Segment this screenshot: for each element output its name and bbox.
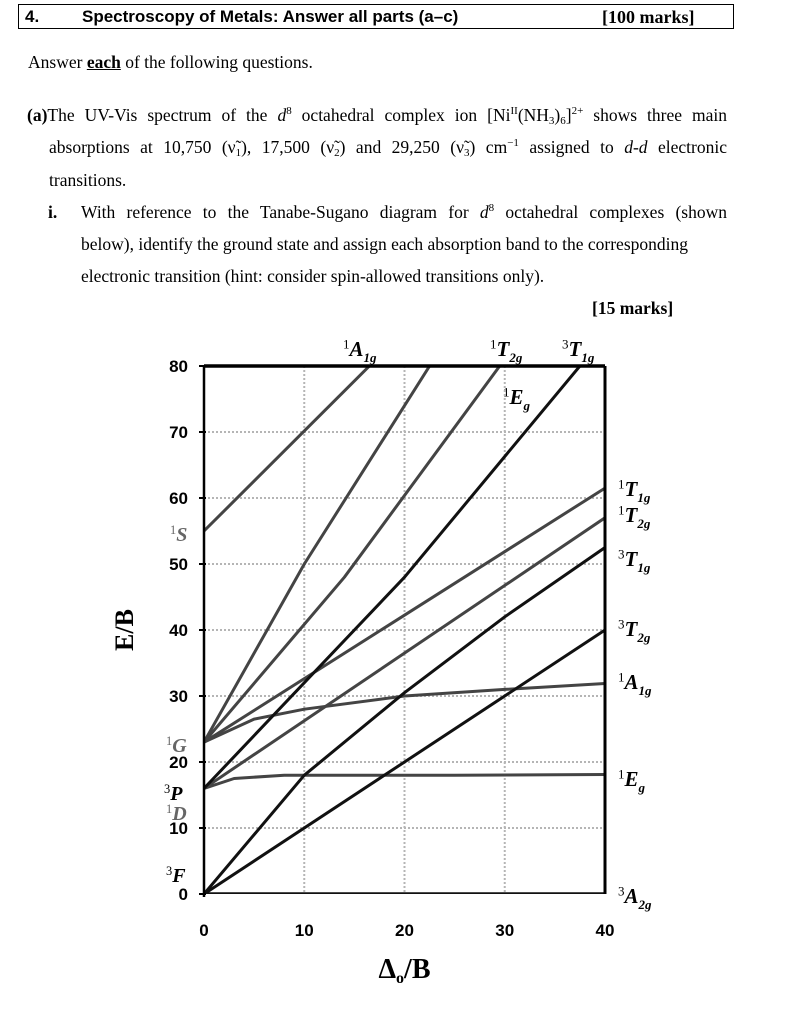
part-a-label: (a) xyxy=(27,105,48,125)
question-number: 4. xyxy=(25,7,40,26)
right-label-3 xyxy=(618,617,651,645)
y-tick-label-60: 60 xyxy=(169,489,188,508)
dd-text: d-d xyxy=(624,137,648,157)
x-axis-label-rest: /B xyxy=(404,954,431,985)
nu2-sub: 2 xyxy=(334,147,340,159)
free-ion-term-3p-mult: 3 xyxy=(164,782,171,796)
inner-label-1eg-mult: 1 xyxy=(503,384,510,400)
right-label-4-mult: 1 xyxy=(618,669,625,685)
x-tick-label-20: 20 xyxy=(395,921,414,940)
question-marks: [100 marks] xyxy=(602,7,695,27)
top-label-1a1g-mult: 1 xyxy=(343,336,350,352)
right-label-3-letter: T xyxy=(624,617,638,641)
right-label-1 xyxy=(618,503,651,531)
y-tick-label-30: 30 xyxy=(169,687,188,706)
right-label-4 xyxy=(618,670,652,698)
top-label-1t2g-letter: T xyxy=(496,337,510,361)
free-ion-term-1g-letter: G xyxy=(172,735,187,757)
part-a-text1: The UV-Vis spectrum of the xyxy=(47,105,278,125)
right-label-3-mult: 3 xyxy=(618,616,625,632)
right-label-4-sub: 1g xyxy=(638,682,652,698)
part-a-text4: ) xyxy=(554,105,561,125)
intro-pre: Answer xyxy=(28,52,87,72)
right-label-2-sub: 1g xyxy=(637,559,651,575)
right-label-6 xyxy=(618,884,652,912)
free-ion-term-3f xyxy=(166,864,186,887)
intro-post: of the following questions. xyxy=(120,52,313,72)
part-a-l2-1: absorptions at 10,750 (ν̃ xyxy=(49,137,236,157)
right-label-3-sub: 2g xyxy=(637,629,651,645)
nu3-sub: 3 xyxy=(464,147,470,159)
free-ion-term-1d-letter: D xyxy=(172,803,187,825)
series-line-1t2gg xyxy=(204,366,430,742)
part-i-line2: below), identify the ground state and assign each absorption band to the corresponding xyxy=(81,234,688,254)
cm-sup: −1 xyxy=(507,137,519,149)
free-ion-term-1s-mult: 1 xyxy=(170,523,177,537)
top-label-3t1g xyxy=(562,337,595,365)
x-tick-label-0: 0 xyxy=(199,921,209,940)
nh3-sub: 3 xyxy=(548,115,555,127)
right-label-5-mult: 1 xyxy=(618,766,625,782)
right-label-0-sub: 1g xyxy=(637,489,651,505)
top-label-3t1g-sub: 1g xyxy=(581,349,595,365)
right-label-0 xyxy=(618,477,651,505)
part-a-l2-2: ), 17,500 (ν̃ xyxy=(241,137,335,157)
right-label-6-letter: A xyxy=(624,884,639,908)
right-label-0-mult: 1 xyxy=(618,476,625,492)
y-tick-label-70: 70 xyxy=(169,423,188,442)
inner-label-1eg xyxy=(503,385,531,413)
top-label-1a1g xyxy=(343,337,377,365)
top-label-3t1g-mult: 3 xyxy=(562,336,569,352)
part-i-text2: octahedral complexes (shown xyxy=(494,202,728,222)
series-line-3t1gp xyxy=(204,366,580,788)
free-ion-term-1g-mult: 1 xyxy=(166,734,173,748)
part-a-text3: (NH xyxy=(517,105,549,125)
y-tick-label-50: 50 xyxy=(169,555,188,574)
y-tick-label-80: 80 xyxy=(169,357,188,376)
x-axis-label xyxy=(378,954,430,987)
right-label-1-letter: T xyxy=(624,503,638,527)
d-symbol: d xyxy=(277,105,287,125)
part-i-d-sup: 8 xyxy=(488,202,495,214)
right-label-6-sub: 2g xyxy=(638,896,652,912)
top-label-1a1g-sub: 1g xyxy=(363,349,377,365)
right-label-6-mult: 3 xyxy=(618,883,625,899)
y-tick-label-10: 10 xyxy=(169,819,188,838)
right-label-2 xyxy=(618,547,651,575)
right-label-4-letter: A xyxy=(624,670,639,694)
right-label-5-letter: E xyxy=(624,767,639,791)
y-tick-label-0: 0 xyxy=(178,885,188,904)
question-title: Spectroscopy of Metals: Answer all parts (a–c) xyxy=(82,7,459,26)
x-tick-label-40: 40 xyxy=(595,921,615,940)
part-a-text2: octahedral complex ion [Ni xyxy=(291,105,511,125)
part-a-l2-6: electronic xyxy=(647,137,727,157)
y-tick-label-20: 20 xyxy=(169,753,188,772)
free-ion-term-3f-letter: F xyxy=(172,865,186,887)
free-ion-term-1s-letter: S xyxy=(176,524,188,546)
top-label-1t2g-sub: 2g xyxy=(509,349,523,365)
free-ion-term-1s xyxy=(170,523,187,546)
inner-label-1eg-sub: g xyxy=(523,397,531,413)
part-i-label: i. xyxy=(48,202,58,222)
part-i-line3: electronic transition (hint: consider spin-allowed transitions only). xyxy=(81,266,545,286)
free-ion-term-1d-mult: 1 xyxy=(166,802,173,816)
part-a-line3: transitions. xyxy=(49,170,127,190)
top-label-3t1g-letter: T xyxy=(568,337,582,361)
right-label-1-mult: 1 xyxy=(618,502,625,518)
part-i-d: d xyxy=(479,202,489,222)
part-a-l2-5: assigned to xyxy=(518,137,625,157)
x-axis-label-sub: o xyxy=(396,970,405,987)
ligand-count: 6 xyxy=(560,115,566,127)
series-line-1egg xyxy=(204,366,500,742)
nu1-sub: 1 xyxy=(235,147,242,159)
right-label-2-mult: 3 xyxy=(618,546,625,562)
right-label-1-sub: 2g xyxy=(637,515,651,531)
ni-oxidation: II xyxy=(510,105,518,117)
top-label-1t2g-mult: 1 xyxy=(490,336,497,352)
part-a-text5: ] xyxy=(565,105,572,125)
right-label-0-letter: T xyxy=(624,477,638,501)
ion-charge: 2+ xyxy=(571,105,584,117)
free-ion-term-3f-mult: 3 xyxy=(166,864,173,878)
series-line-1a1gs xyxy=(204,366,369,531)
part-a-text6: shows three main xyxy=(583,105,727,125)
grid-lines xyxy=(204,366,605,894)
x-tick-label-30: 30 xyxy=(495,921,515,940)
right-label-5 xyxy=(618,767,646,795)
part-a-l2-4: ) cm xyxy=(469,137,508,157)
top-label-1a1g-letter: A xyxy=(349,337,364,361)
free-ion-term-3p-letter: P xyxy=(170,783,183,805)
part-a-l2-3: ) and 29,250 (ν̃ xyxy=(339,137,464,157)
inner-label-1eg-letter: E xyxy=(509,385,524,409)
right-label-5-sub: g xyxy=(638,779,646,795)
top-label-1t2g xyxy=(490,337,523,365)
x-axis-label-delta: Δ xyxy=(378,954,397,985)
y-axis-label: E/B xyxy=(110,609,139,651)
y-tick-label-40: 40 xyxy=(169,621,188,640)
right-label-2-letter: T xyxy=(624,547,638,571)
part-i-text1: With reference to the Tanabe-Sugano diagram for xyxy=(81,202,480,222)
d-sup: 8 xyxy=(286,105,292,117)
intro-emph: each xyxy=(86,52,121,72)
part-i-marks: [15 marks] xyxy=(592,298,674,318)
x-tick-label-10: 10 xyxy=(294,921,314,940)
